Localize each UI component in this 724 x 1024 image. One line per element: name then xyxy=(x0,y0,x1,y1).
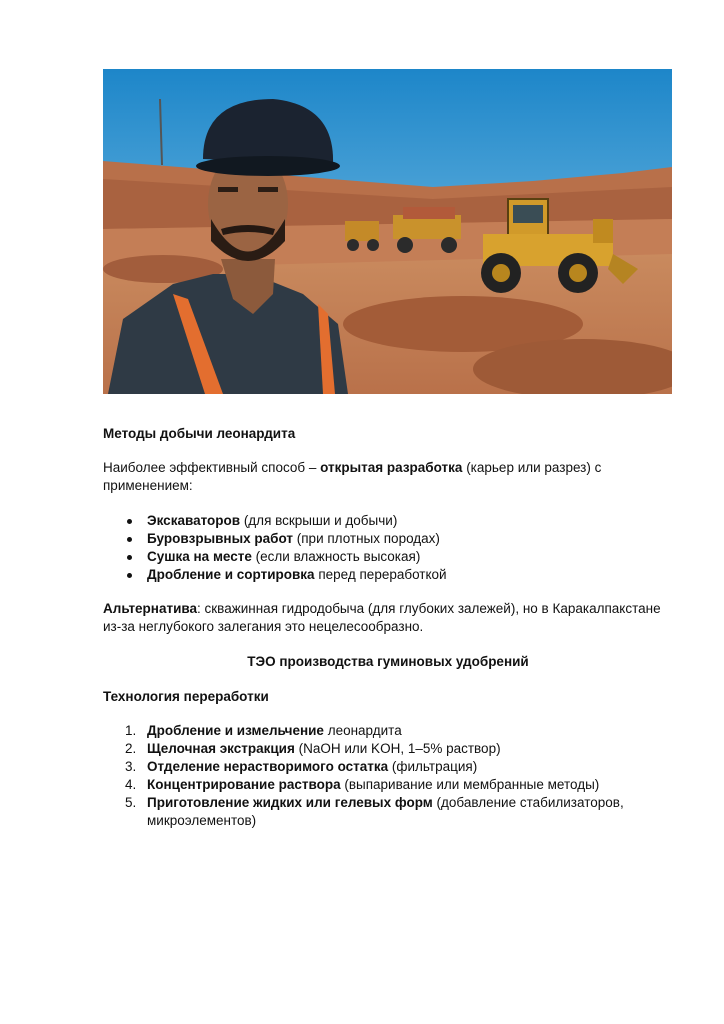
alt-rest: : скважинная гидродобыча (для глубоких залежей), но в Каракалпакстане из-за неглубокого залегания это нецелесообразно. xyxy=(103,601,661,634)
step-rest: (добавление стабилизаторов, микроэлементов) xyxy=(147,795,624,828)
bullet-bold: Экскаваторов xyxy=(147,513,241,528)
step-number: 1. xyxy=(125,723,137,738)
heading-text: Методы добычи леонардита xyxy=(103,426,296,441)
section2-heading xyxy=(103,688,673,706)
mine-worker-photo xyxy=(103,69,672,394)
bullet-rest: перед переработкой xyxy=(314,567,447,582)
bullet-bold: Дробление и сортировка xyxy=(147,567,315,582)
alt-bold: Альтернатива xyxy=(103,601,198,616)
step-number: 3. xyxy=(125,759,137,774)
step-rest: (выпаривание или мембранные методы) xyxy=(340,777,600,792)
step-bold: Отделение нерастворимого остатка xyxy=(147,759,389,774)
heading-text: Технология переработки xyxy=(103,689,269,704)
step-rest: (фильтрация) xyxy=(388,759,478,774)
list-item xyxy=(103,740,673,758)
bullet-rest: (для вскрыши и добычи) xyxy=(240,513,398,528)
list-item xyxy=(103,548,673,566)
step-rest: (NaOH или KOH, 1–5% раствор) xyxy=(294,741,501,756)
title-text: ТЭО производства гуминовых удобрений xyxy=(247,654,529,669)
bullet-bold: Буровзрывных работ xyxy=(147,531,293,546)
bullet-list xyxy=(103,512,673,584)
step-bold: Щелочная экстракция xyxy=(147,741,295,756)
step-bold: Приготовление жидких или гелевых форм xyxy=(147,795,433,810)
list-item xyxy=(103,512,673,530)
step-number: 5. xyxy=(125,795,137,810)
alternative-paragraph xyxy=(103,600,673,636)
photo-illustration xyxy=(103,69,672,394)
numbered-list xyxy=(103,722,673,830)
intro-suffix: (карьер или разрез) с применением: xyxy=(103,460,602,493)
list-item xyxy=(103,776,673,794)
bullet-rest: (при плотных породах) xyxy=(293,531,440,546)
bullet-bold: Сушка на месте xyxy=(147,549,252,564)
step-bold: Концентрирование раствора xyxy=(147,777,341,792)
list-item xyxy=(103,530,673,548)
step-rest: леонардита xyxy=(323,723,402,738)
bullet-dot-icon xyxy=(127,537,132,542)
bullet-dot-icon xyxy=(127,519,132,524)
intro-bold: открытая разработка xyxy=(320,460,463,475)
bullet-dot-icon xyxy=(127,555,132,560)
list-item xyxy=(103,794,673,830)
intro-paragraph xyxy=(103,459,673,495)
intro-prefix: Наиболее эффективный способ – xyxy=(103,460,321,475)
list-item xyxy=(103,722,673,740)
bullet-dot-icon xyxy=(127,573,132,578)
section2-title xyxy=(103,653,673,671)
section1-heading xyxy=(103,425,673,443)
step-number: 2. xyxy=(125,741,137,756)
list-item xyxy=(103,566,673,584)
step-number: 4. xyxy=(125,777,137,792)
step-bold: Дробление и измельчение xyxy=(147,723,324,738)
list-item xyxy=(103,758,673,776)
bullet-rest: (если влажность высокая) xyxy=(251,549,421,564)
